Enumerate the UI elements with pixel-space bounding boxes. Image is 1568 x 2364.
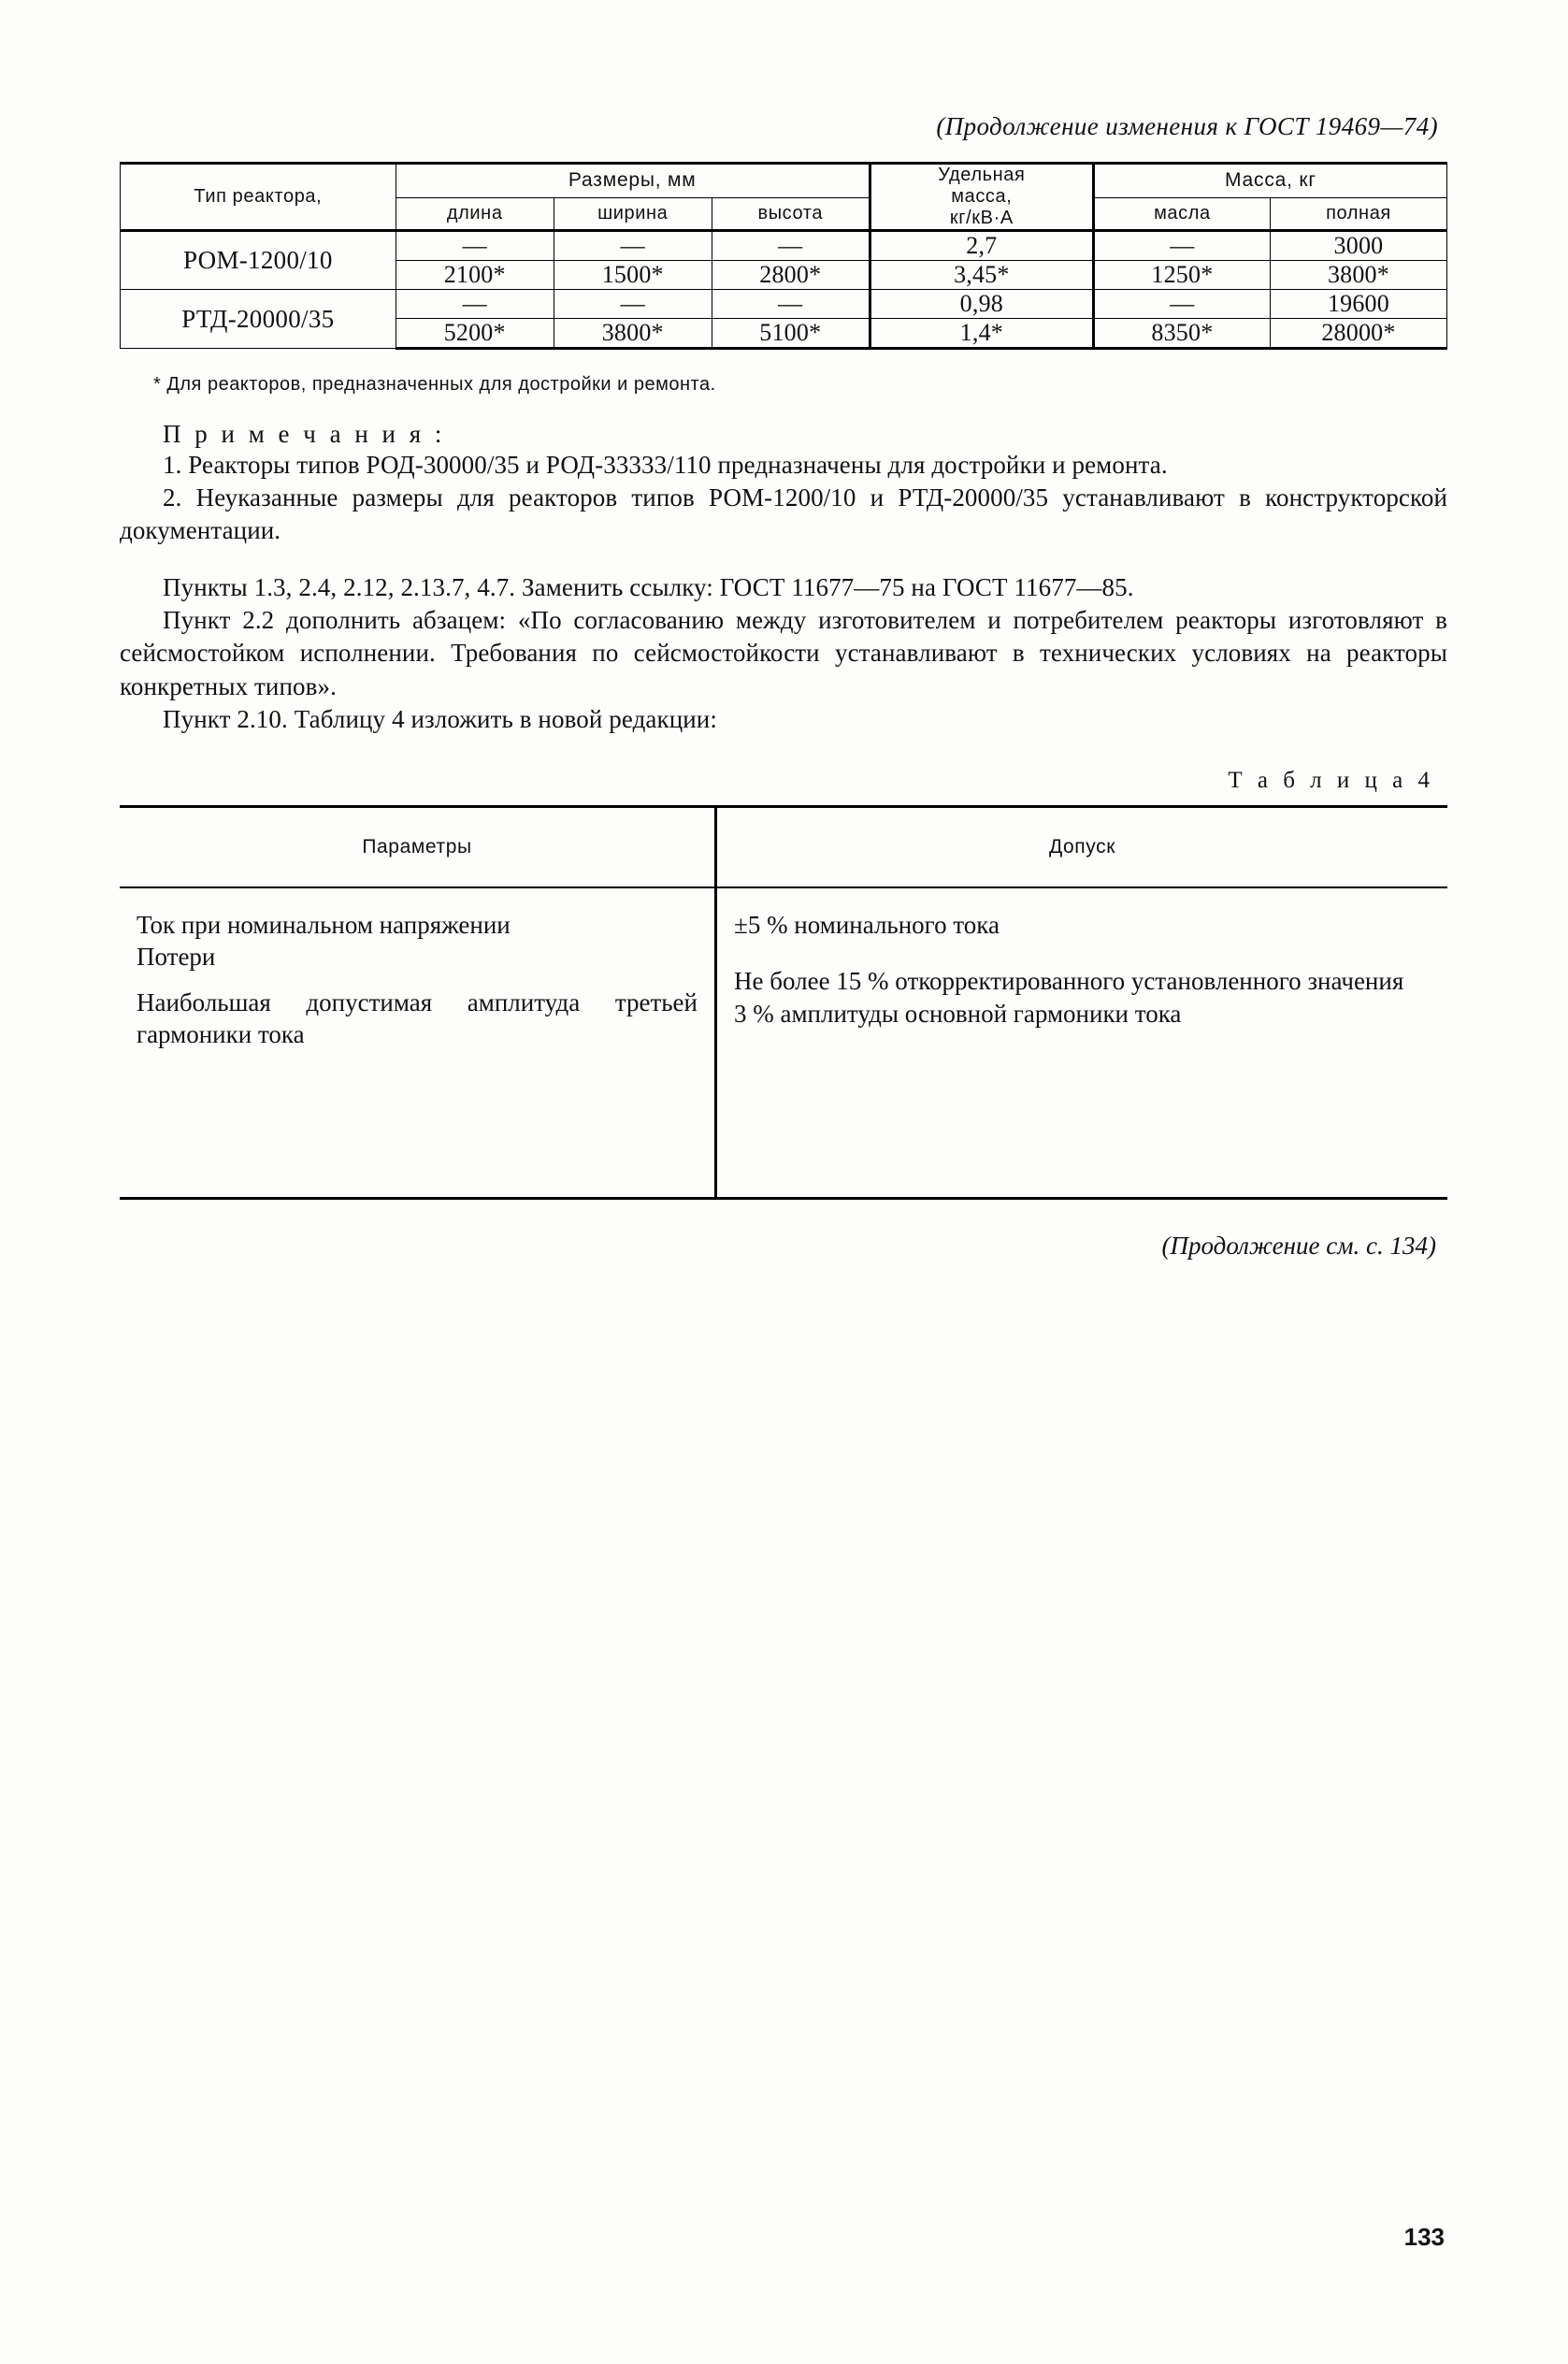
table4-caption: Т а б л и ц а 4 xyxy=(1228,767,1434,793)
rtd20000-full-2: 28000* xyxy=(1270,319,1446,349)
header-specific-mass xyxy=(870,164,1093,231)
rom1200-width-2: 1500* xyxy=(554,261,712,290)
paragraph-1: Пункты 1.3, 2.4, 2.12, 2.13.7, 4.7. Заменить ссылку: ГОСТ 11677—75 на ГОСТ 11677—85. xyxy=(163,573,1134,602)
notes-title: П р и м е ч а н и я : xyxy=(163,420,446,448)
rom1200-length-1: — xyxy=(396,231,554,261)
rom1200-specific-1: 2,7 xyxy=(870,231,1093,261)
table4-header-tolerance: Допуск xyxy=(1048,835,1116,858)
table4-tolerance-1: ±5 % номинального тока xyxy=(734,910,1000,939)
rom1200-full-2: 3800* xyxy=(1270,261,1446,290)
paragraph-2: Пункт 2.2 дополнить абзацем: «По согласованию между изготовителем и потребителем реакторы изготовляют в сейсмостойком исполнении. Требования по сейсмостойкости устанавливают в технических условиях на реакторы конкретных типов». xyxy=(120,606,1447,700)
continuation-header: (Продолжение изменения к ГОСТ 19469—74) xyxy=(936,112,1438,140)
page-number: 133 xyxy=(1403,2223,1445,2251)
header-specific-mass-l2: масса, xyxy=(951,186,1013,207)
row-type-rom1200: РОМ-1200/10 xyxy=(121,231,396,290)
spacer xyxy=(734,941,1431,965)
header-type: Тип реактора, xyxy=(121,164,396,231)
row-type-rtd20000: РТД-20000/35 xyxy=(121,290,396,349)
page-content xyxy=(120,112,1447,1261)
header-specific-mass-l3: кг/кВ·А xyxy=(949,208,1014,228)
amendment-paragraphs xyxy=(120,571,1447,735)
note-item-2: 2. Неуказанные размеры для реакторов типов РОМ-1200/10 и РТД-20000/35 устанавливают в конструкторской документации. xyxy=(120,483,1447,545)
header-height: высота xyxy=(712,197,870,230)
rtd20000-width-1: — xyxy=(554,290,712,319)
rtd20000-oil-1: — xyxy=(1093,290,1270,319)
table4-tolerance-column xyxy=(717,888,1447,1197)
header-dimensions-group: Размеры, мм xyxy=(396,164,870,198)
header-length: длина xyxy=(396,197,554,230)
table4-header-parameters: Параметры xyxy=(362,835,472,858)
notes-block xyxy=(120,420,1447,547)
table-footnote: * Для реакторов, предназначенных для достройки и ремонта. xyxy=(153,374,716,395)
header-specific-mass-l1: Удельная xyxy=(938,165,1026,185)
table4-parameter-1: Ток при номинальном напряжении xyxy=(137,910,511,939)
header-full-mass: полная xyxy=(1270,197,1446,230)
rtd20000-oil-2: 8350* xyxy=(1093,319,1270,349)
spacer xyxy=(137,973,698,987)
rtd20000-full-1: 19600 xyxy=(1270,290,1446,319)
table4-header-row xyxy=(120,808,1447,888)
note-item-1: 1. Реакторы типов РОД-30000/35 и РОД-33333/110 предназначены для достройки и ремонта. xyxy=(163,451,1168,479)
table4-parameter-2: Потери xyxy=(137,943,216,972)
rom1200-full-1: 3000 xyxy=(1270,231,1446,261)
rom1200-oil-2: 1250* xyxy=(1093,261,1270,290)
continuation-footer: (Продолжение см. с. 134) xyxy=(1161,1231,1436,1260)
table-row xyxy=(121,231,1447,261)
rom1200-width-1: — xyxy=(554,231,712,261)
paragraph-3: Пункт 2.10. Таблицу 4 изложить в новой редакции: xyxy=(163,704,717,733)
rtd20000-length-2: 5200* xyxy=(396,319,554,349)
rom1200-height-1: — xyxy=(712,231,870,261)
rom1200-oil-1: — xyxy=(1093,231,1270,261)
rtd20000-height-2: 5100* xyxy=(712,319,870,349)
table-header-row-1 xyxy=(121,164,1447,198)
table-row xyxy=(121,290,1447,319)
table4-parameter-3: Наибольшая допустимая амплитуда третьей гармоники тока xyxy=(137,987,698,1049)
table4-parameters-column xyxy=(120,888,714,1197)
header-width: ширина xyxy=(554,197,712,230)
rom1200-length-2: 2100* xyxy=(396,261,554,290)
table4-tolerance-2: Не более 15 % откорректированного установленного значения xyxy=(734,967,1404,996)
table4-tolerance-3: 3 % амплитуды основной гармоники тока xyxy=(734,999,1182,1028)
rom1200-height-2: 2800* xyxy=(712,261,870,290)
rtd20000-length-1: — xyxy=(396,290,554,319)
header-mass-group: Масса, кг xyxy=(1093,164,1446,198)
dimensions-mass-table xyxy=(120,162,1447,350)
rtd20000-specific-2: 1,4* xyxy=(870,319,1093,349)
rom1200-specific-2: 3,45* xyxy=(870,261,1093,290)
table4-body xyxy=(120,888,1447,1197)
header-oil-mass: масла xyxy=(1093,197,1270,230)
rtd20000-height-1: — xyxy=(712,290,870,319)
tolerance-table xyxy=(120,805,1447,1200)
rtd20000-width-2: 3800* xyxy=(554,319,712,349)
rtd20000-specific-1: 0,98 xyxy=(870,290,1093,319)
